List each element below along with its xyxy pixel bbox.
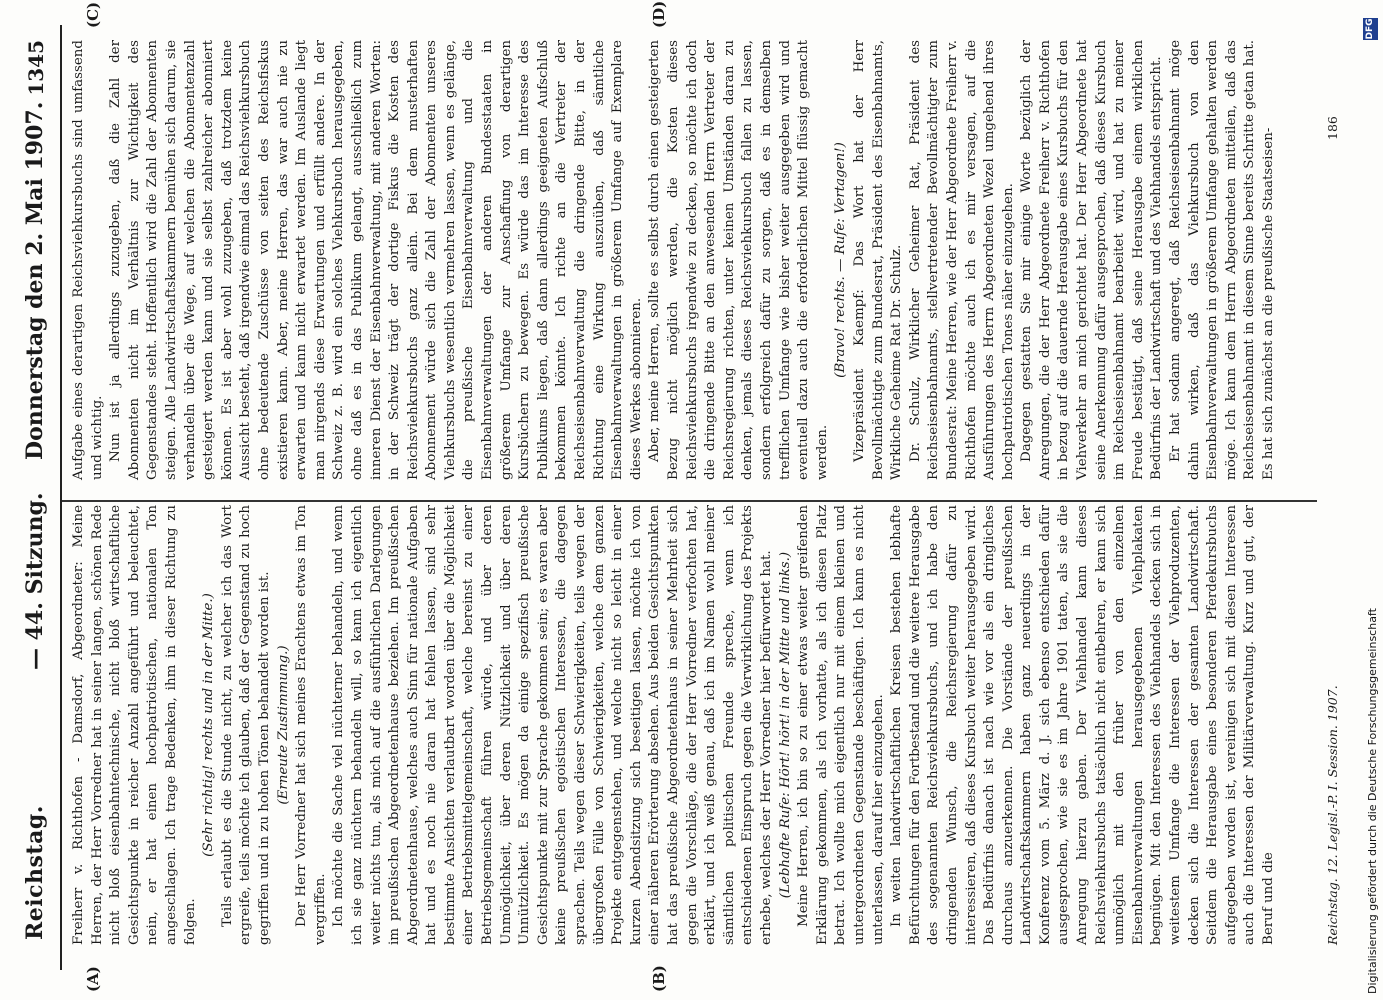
- header-right: Donnerstag den 2. Mai 1907.: [22, 101, 48, 460]
- page-header: [14, 0, 58, 1000]
- margin-mark-d: (D): [650, 0, 668, 28]
- paragraph: Vizepräsident Kaempf: Das Wort hat der Herr Bevollmächtigte zum Bundesrat, Präsident des Eisenbahnamts, Wirkliche Geheime Rat Dr. Schulz.: [851, 40, 905, 480]
- paragraph: Der Herr Vorredner hat sich meines Erachtens etwas im Ton vergriffen.: [294, 505, 328, 945]
- right-column: [70, 40, 1279, 480]
- paragraph: In weiten landwirtschaftlichen Kreisen bestehen lebhafte Befürchtungen für den Fortbestand und die weitere Herausgabe des sogenannten Reichsviehkursbuchs, und ich habe den dringenden Wunsch, die Reichsregierung dafür zu interessieren, daß dieses Kursbuch weiter herausgegeben wird. Das Bedürfnis danach ist nach wie vor als ein dringliches durchaus anzuerkennen. Die Vorstände der preußischen Landwirtschaftskammern haben ganz neuerdings in der Konferenz vom 5. März d. J. sich ebenso entschieden dafür ausgesprochen, wie sie es im Jahre 1901 taten, als sie die Anregung hierzu gaben. Der Viehhandel kann dieses Reichsviehkursbuchs tatsächlich nicht entbehren, er kann sich unmöglich mit den früher von den einzelnen Eisenbahnverwaltungen herausgegebenen Viehplakaten begnügen. Mit den Interessen des Viehhandels decken sich in weitestem Umfange die Interessen der Viehproduzenten, decken sich die Interessen der gesamten Landwirtschaft. Seitdem die Herausgabe eines besonderen Pferdekursbuchs aufgegeben worden ist, vereinigen sich mit diesen Interessen auch die Interessen der Militärverwaltung. Kurz und gut, der Beruf und die: [889, 505, 1276, 945]
- column-divider: [62, 500, 1317, 502]
- dfg-logo-icon: DFG: [1363, 18, 1378, 40]
- page-footer: Reichstag. 12. Legisl.-P. I. Session. 1907.: [1325, 685, 1340, 945]
- paragraph: Freiherr v. Richthofen - Damsdorf, Abgeordneter: Meine Herren, der Herr Vorredner hat in seiner langen, schönen Rede nicht bloß eisenbahntechnische, nicht bloß wirtschaftliche Gesichtspunkte in reicher Anzahl angeführt und beleuchtet, nein, er hat einen hochpatriotischen, nationalen Ton angeschlagen. Ich trage Bedenken, ihm in dieser Richtung zu folgen.: [71, 505, 198, 945]
- margin-mark-b: (B): [650, 965, 668, 992]
- header-rule: [60, 25, 62, 970]
- left-column: [70, 505, 1279, 945]
- interjection: (Erneute Zustimmung.): [275, 645, 291, 805]
- paragraph: Er hat sodann angeregt, daß Reichseisenbahnamt möge dahin wirken, daß das Viehkursbuch von den Eisenbahnverwaltungen in größerem Umfange gehalten werden möge. Ich kann dem Herrn Abgeordneten mitteilen, daß das Reichseisenbahnamt in diesem Sinne bereits Schritte getan hat. Es hat sich zunächst an die preußische Staatseisen-: [1168, 40, 1276, 480]
- margin-mark-c: (C): [84, 1, 102, 28]
- interjection: (Lebhafte Rufe: Hört! hört! in der Mitte und links.): [777, 551, 793, 899]
- footer-page-number: 186: [1325, 116, 1340, 140]
- paragraph: Dagegen gestatten Sie mir einige Worte bezüglich der Anregungen, die der Herr Abgeordnete Freiherr v. Richthofen in bezug auf die dauernde Herausgabe eines Kursbuchs für den Viehverkehr an mich gerichtet hat. Der Herr Abgeordnete hat seine Anerkennung dafür ausgesprochen, daß dieses Kursbuch im Reichseisenbahnamt bearbeitet wird, und hat zu meiner Freude bestätigt, daß seine Herausgabe einem wirklichen Bedürfnis der Landwirtschaft und des Viehhandels entspricht.: [1019, 40, 1165, 480]
- margin-mark-a: (A): [84, 966, 102, 992]
- paragraph: Aufgabe eines derartigen Reichsviehkursbuchs sind umfassend und wichtig.: [71, 40, 105, 480]
- header-page-number: 1345: [24, 40, 48, 96]
- paragraph: Dr. Schulz, Wirklicher Geheimer Rat, Präsident des Reichseisenbahnamts, stellvertretender Bevollmächtigter zum Bundesrat: Meine Herren, wie der Herr Abgeordnete Freiherr v. Richthofen möchte auch ich es mir versagen, auf die Ausführungen des Herrn Abgeordneten Wezel umgehend ihres hochpatriotischen Tones näher einzugehen.: [907, 40, 1016, 480]
- paragraph: Ich möchte die Sache viel nüchterner behandeln, und wenn ich sie ganz nüchtern behandeln will, so kann ich eigentlich weiter nichts tun, als mich auf die ausführlichen Darlegungen im preußischen Abgeordnetenhause beziehen. Im preußischen Abgeordnetenhause, welches auch Sinn für nationale Aufgaben hat und es noch nie daran hat fehlen lassen, sind sehr bestimmte Ansichten verlautbart worden über die Möglichkeit einer Betriebsmittelgemeinschaft, welche bereinst zu einer Betriebsgemeinschaft führen würde, und über deren Unmöglichkeit, über deren Nützlichkeit und über deren Unnützlichkeit. Es mögen da einige spezifisch preußische Gesichtspunkte mit zur Sprache gekommen sein; es waren aber keine preußischen egoistischen Interessen, die dagegen sprachen. Teils wegen dieser Schwierigkeiten, teils wegen der übergroßen Fülle von Schwierigkeiten, welche dem ganzen Projekte entgegenstehen, und welche nicht so leicht in einer kurzen Abendsitzung sich beseitigen lassen, möchte ich von einer näheren Erörterung absehen. Aus beiden Gesichtspunkten hat das preußische Abgeordnetenhaus in seiner Mehrheit sich gegen die Vorschläge, die der Herr Vorredner verfochten hat, erklärt, und ich weiß genau, daß ich im Namen wohl meiner sämtlichen politischen Freunde spreche, wenn ich entschiedenen Einspruch gegen die Verwirklichung des Projekts erhebe, welches der Herr Vorredner hier befürwortet hat.: [331, 505, 774, 945]
- header-left: Reichstag.: [22, 805, 48, 940]
- paragraph: Aber, meine Herren, sollte es selbst durch einen gesteigerten Bezug nicht möglich werden, die Kosten dieses Reichsviehkursbuchs irgendwie zu decken, so möchte ich doch die dringende Bitte an den anwesenden Herrn Vertreter der Reichsregierung richten, unter keinen Umständen daran zu denken, jemals dieses Reichsviehkursbuch fallen zu lassen, sondern erfolgreich dafür zu sorgen, daß es in demselben trefflichen Umfange wie bisher weiter ausgegeben wird und eventuell dazu auch die erforderlichen Mittel flüssig gemacht werden.: [647, 40, 830, 480]
- credit-text: Digitalisierung gefördert durch die Deutsche Forschungsgemeinschaft: [1366, 608, 1379, 994]
- interjection: (Bravo! rechts. — Rufe: Vertagen!): [833, 142, 849, 378]
- paragraph: Nun ist ja allerdings zuzugeben, daß die Zahl der Abonnenten nicht im Verhältnis zur Wichtigkeit des Gegenstandes steht. Hoffentlich wird die Zahl der Abonnenten steigen. Alle Landwirtschaftskammern bemühen sich darum, sie verhandeln über die Wege, auf welchen die Abonnentenzahl gesteigert werden kann und sie selbst zahlreicher abonniert können. Es ist aber wohl zuzugeben, daß trotzdem keine Aussicht besteht, daß irgendwie einmal das Reichsviehkursbuch ohne bedeutende Zuschüsse von seiten des Reichsfiskus existieren kann. Aber, meine Herren, das war auch nie zu erwarten und kann nicht erwartet werden. Im Auslande liegt man nirgends diese Erwartungen und erfüllt andere. In der Schweiz z. B. wird ein solches Viehkursbuch herausgegeben, ohne daß es in das Publikum gelangt, ausschließlich zum inneren Dienst der Eisenbahnverwaltung, mit anderen Worten: in der Schweiz trägt der dortige Fiskus die Kosten des Reichsviehkursbuchs ganz allein. Bei dem musterhaften Abonnement würde sich die Zahl der Abonnenten unseres Viehkursbuchs wesentlich vermehren lassen, wenn es gelänge, die preußische Eisenbahnverwaltung und die Eisenbahnverwaltungen der anderen Bundesstaaten in größerem Umfange zur Anschaffung von derartigen Kursbüchern zu bewegen. Es würde das im Interesse des Publikums liegen, daß dann allerdings geeigneten Aufschluß bekommen könnte. Ich richte an die Vertreter der Reichseisenbahnverwaltung die dringende Bitte, in der Richtung eine Wirkung auszuüben, daß sämtliche Eisenbahnverwaltungen in größerem Umfange auf Exemplare dieses Werkes abonnieren.: [108, 40, 644, 480]
- paragraph: Meine Herren, ich bin so zu einer etwas weiter greifenden Erklärung gekommen, als ich vorhatte, als ich diesen Platz betrat. Ich wollte mich eigentlich nur mit einem kleinen und untergeordneten Gegenstande beschäftigen. Ich kann es nicht unterlassen, darauf hier einzugehen.: [796, 505, 886, 945]
- paragraph: Teils erlaubt es die Stunde nicht, zu welcher ich das Wort ergreife, teils möchte ich glauben, daß der Gegenstand zu hoch gegriffen und in zu hohen Tönen behandelt worden ist.: [219, 505, 272, 945]
- interjection: (Sehr richtig! rechts und in der Mitte.): [201, 593, 217, 857]
- header-center: — 44. Sitzung.: [22, 492, 48, 670]
